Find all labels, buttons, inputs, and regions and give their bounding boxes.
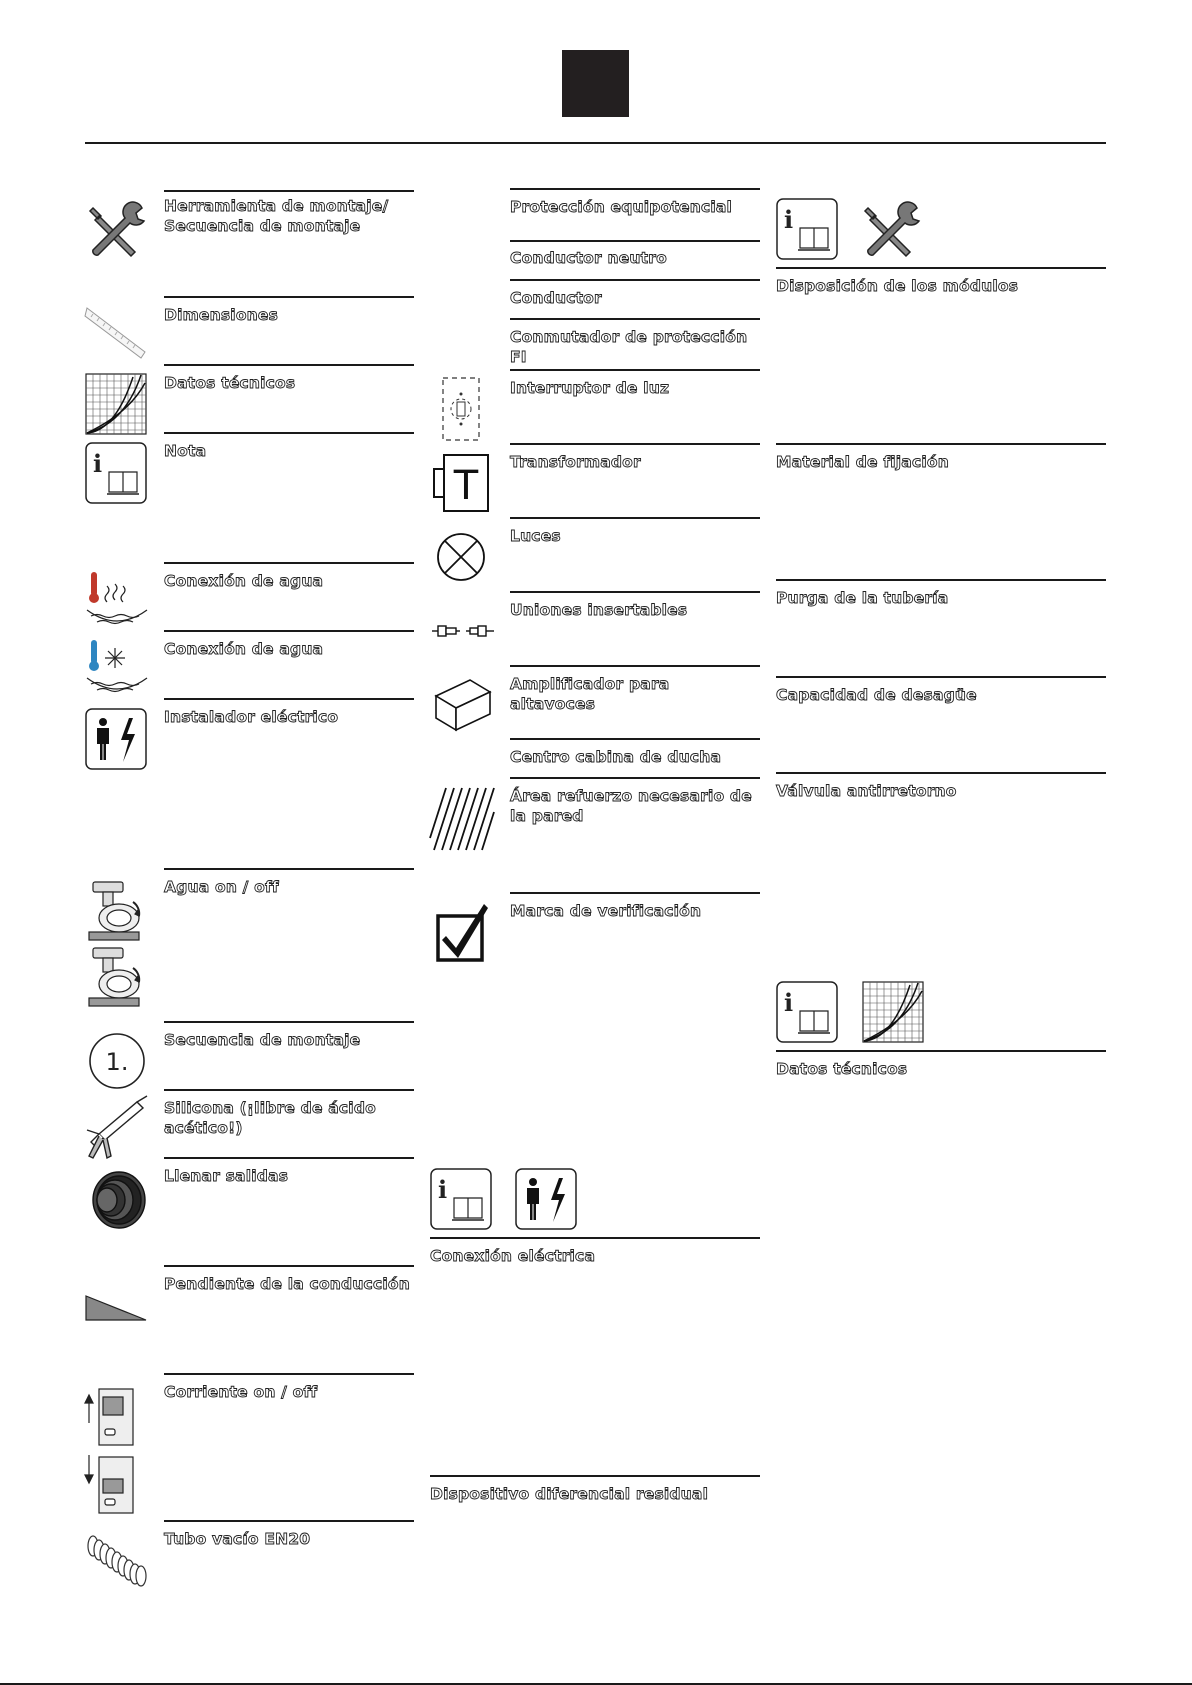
cold-water-icon <box>85 638 149 702</box>
electrician-icon <box>85 708 147 770</box>
divider <box>510 240 760 242</box>
legend-label-pipe-slope: Pendiente de la conducción <box>164 1275 410 1293</box>
divider <box>164 1265 414 1267</box>
divider <box>510 369 760 371</box>
conduit-icon <box>85 1532 149 1588</box>
legend-label-conduit: Tubo vacío EN20 <box>164 1530 311 1548</box>
legend-label-shower-center: Centro cabina de ducha <box>510 748 722 766</box>
divider <box>164 1373 414 1375</box>
divider <box>164 868 414 870</box>
legend-label-fill-outlets: Llenar salidas <box>164 1167 289 1185</box>
legend-label-fixing-material: Material de fijación <box>776 453 949 471</box>
divider <box>510 188 760 190</box>
legend-label-hot-water: Conexión de agua <box>164 572 324 590</box>
svg-text:i: i <box>93 449 103 478</box>
amplifier-box-icon <box>434 674 492 732</box>
tools-icon <box>85 198 149 262</box>
silicone-gun-icon <box>85 1096 149 1160</box>
divider <box>164 1520 414 1522</box>
ruler-icon <box>85 300 149 364</box>
divider <box>510 665 760 667</box>
divider <box>164 1157 414 1159</box>
language-tab-box <box>562 50 629 117</box>
legend-label-electrician: Instalador eléctrico <box>164 708 339 726</box>
divider <box>164 296 414 298</box>
divider <box>776 676 1106 678</box>
legend-label-equipotential: Protección equipotencial <box>510 198 733 216</box>
info-manual-icon <box>85 442 147 504</box>
legend-label-assembly-sequence: Secuencia de montaje <box>164 1031 361 1049</box>
info-tools-icon <box>776 198 926 262</box>
legend-label-rcd-switch: Conmutador de protección FI <box>510 328 748 366</box>
header-rule <box>85 142 1106 144</box>
legend-label-electrical-connection: Conexión eléctrica <box>430 1247 596 1265</box>
divider <box>164 1021 414 1023</box>
divider <box>510 777 760 779</box>
divider <box>510 738 760 740</box>
divider <box>164 562 414 564</box>
svg-text:i: i <box>784 205 794 234</box>
legend-label-dimensions: Dimensiones <box>164 306 279 324</box>
legend-label-wall-reinforcement: Área refuerzo necesario de la pared <box>510 787 752 825</box>
valve-icon <box>85 878 151 1010</box>
legend-label-check-mark: Marca de verificación <box>510 902 702 920</box>
divider <box>776 1050 1106 1052</box>
checkbox-icon <box>434 900 492 964</box>
divider <box>776 579 1106 581</box>
hot-water-icon <box>85 570 149 634</box>
divider <box>510 591 760 593</box>
legend-label-silicone: Silicona (¡libre de ácido acético!) <box>164 1099 376 1137</box>
legend-label-note: Nota <box>164 442 207 460</box>
light-switch-icon <box>442 377 480 441</box>
legend-label-amplifier: Amplificador para altavoces <box>510 675 670 713</box>
lamp-icon <box>436 532 486 582</box>
transformer-icon <box>432 453 490 513</box>
legend-label-assembly-tools: Herramienta de montaje/ Secuencia de montaje <box>164 197 389 235</box>
legend-label-residual-current-device: Dispositivo diferencial residual <box>430 1485 709 1503</box>
divider <box>164 364 414 366</box>
svg-text:1.: 1. <box>105 1048 129 1076</box>
divider <box>510 443 760 445</box>
divider <box>430 1475 760 1477</box>
slope-icon <box>86 1294 146 1322</box>
svg-text:T: T <box>453 463 479 509</box>
legend-label-cold-water: Conexión de agua <box>164 640 324 658</box>
divider <box>164 1089 414 1091</box>
plug-icon <box>85 1168 149 1232</box>
divider <box>510 279 760 281</box>
legend-label-technical-data-2: Datos técnicos <box>776 1060 908 1078</box>
divider <box>164 432 414 434</box>
legend-label-drain-capacity: Capacidad de desagüe <box>776 686 977 704</box>
graph-icon <box>85 373 147 435</box>
legend-label-conductor: Conductor <box>510 289 602 307</box>
divider <box>510 318 760 320</box>
divider <box>510 517 760 519</box>
legend-label-technical-data: Datos técnicos <box>164 374 296 392</box>
legend-label-power-on-off: Corriente on / off <box>164 1383 318 1401</box>
legend-label-transformer: Transformador <box>510 453 641 471</box>
breaker-icon <box>85 1385 139 1517</box>
info-electrician-icon <box>430 1168 580 1230</box>
divider <box>164 698 414 700</box>
legend-label-check-valve: Válvula antirretorno <box>776 782 957 800</box>
divider <box>776 443 1106 445</box>
plug-connector-icon <box>432 624 494 638</box>
divider <box>776 267 1106 269</box>
divider <box>430 1237 760 1239</box>
divider <box>510 892 760 894</box>
divider <box>164 190 414 192</box>
legend-label-module-arrangement: Disposición de los módulos <box>776 277 1019 295</box>
divider <box>164 630 414 632</box>
hatch-icon <box>430 788 494 850</box>
legend-label-neutral: Conductor neutro <box>510 249 667 267</box>
legend-label-light-switch: Interruptor de luz <box>510 379 670 397</box>
divider <box>776 772 1106 774</box>
info-graph-icon <box>776 981 926 1043</box>
svg-text:i: i <box>784 988 794 1017</box>
legend-label-water-on-off: Agua on / off <box>164 878 279 896</box>
legend-label-plug-connectors: Uniones insertables <box>510 601 688 619</box>
step-one-icon <box>87 1031 147 1091</box>
svg-text:i: i <box>438 1175 448 1204</box>
legend-label-pipe-purge: Purga de la tubería <box>776 589 949 607</box>
legend-label-lights: Luces <box>510 527 561 545</box>
